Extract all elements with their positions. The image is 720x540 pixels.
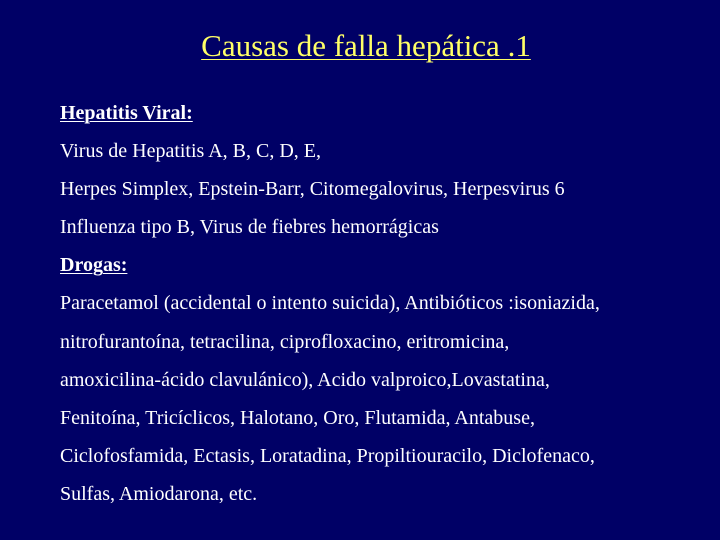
drugs-line: nitrofurantoína, tetracilina, ciprofloxacino, eritromicina,	[60, 330, 510, 353]
drugs-line: amoxicilina-ácido clavulánico), Acido valproico,Lovastatina,	[60, 368, 550, 391]
drugs-line: Sulfas, Amiodarona, etc.	[60, 482, 258, 505]
drugs-line: Fenitoína, Tricíclicos, Halotano, Oro, Flutamida, Antabuse,	[60, 406, 535, 429]
drugs-line: Ciclofosfamida, Ectasis, Loratadina, Propiltiouracilo, Diclofenaco,	[60, 444, 595, 467]
viral-line: Influenza tipo B, Virus de fiebres hemorrágicas	[60, 216, 439, 239]
slide-title: Causas de falla hepática .1	[201, 28, 531, 63]
slide-body	[60, 94, 720, 513]
section-heading-viral: Hepatitis Viral:	[60, 102, 193, 124]
viral-line: Herpes Simplex, Epstein-Barr, Citomegalovirus, Herpesvirus 6	[60, 178, 565, 201]
section-heading-drugs: Drogas:	[60, 254, 128, 277]
drugs-line: Paracetamol (accidental o intento suicida), Antibióticos :isoniazida,	[60, 292, 600, 315]
viral-line: Virus de Hepatitis A, B, C, D, E,	[60, 140, 322, 163]
